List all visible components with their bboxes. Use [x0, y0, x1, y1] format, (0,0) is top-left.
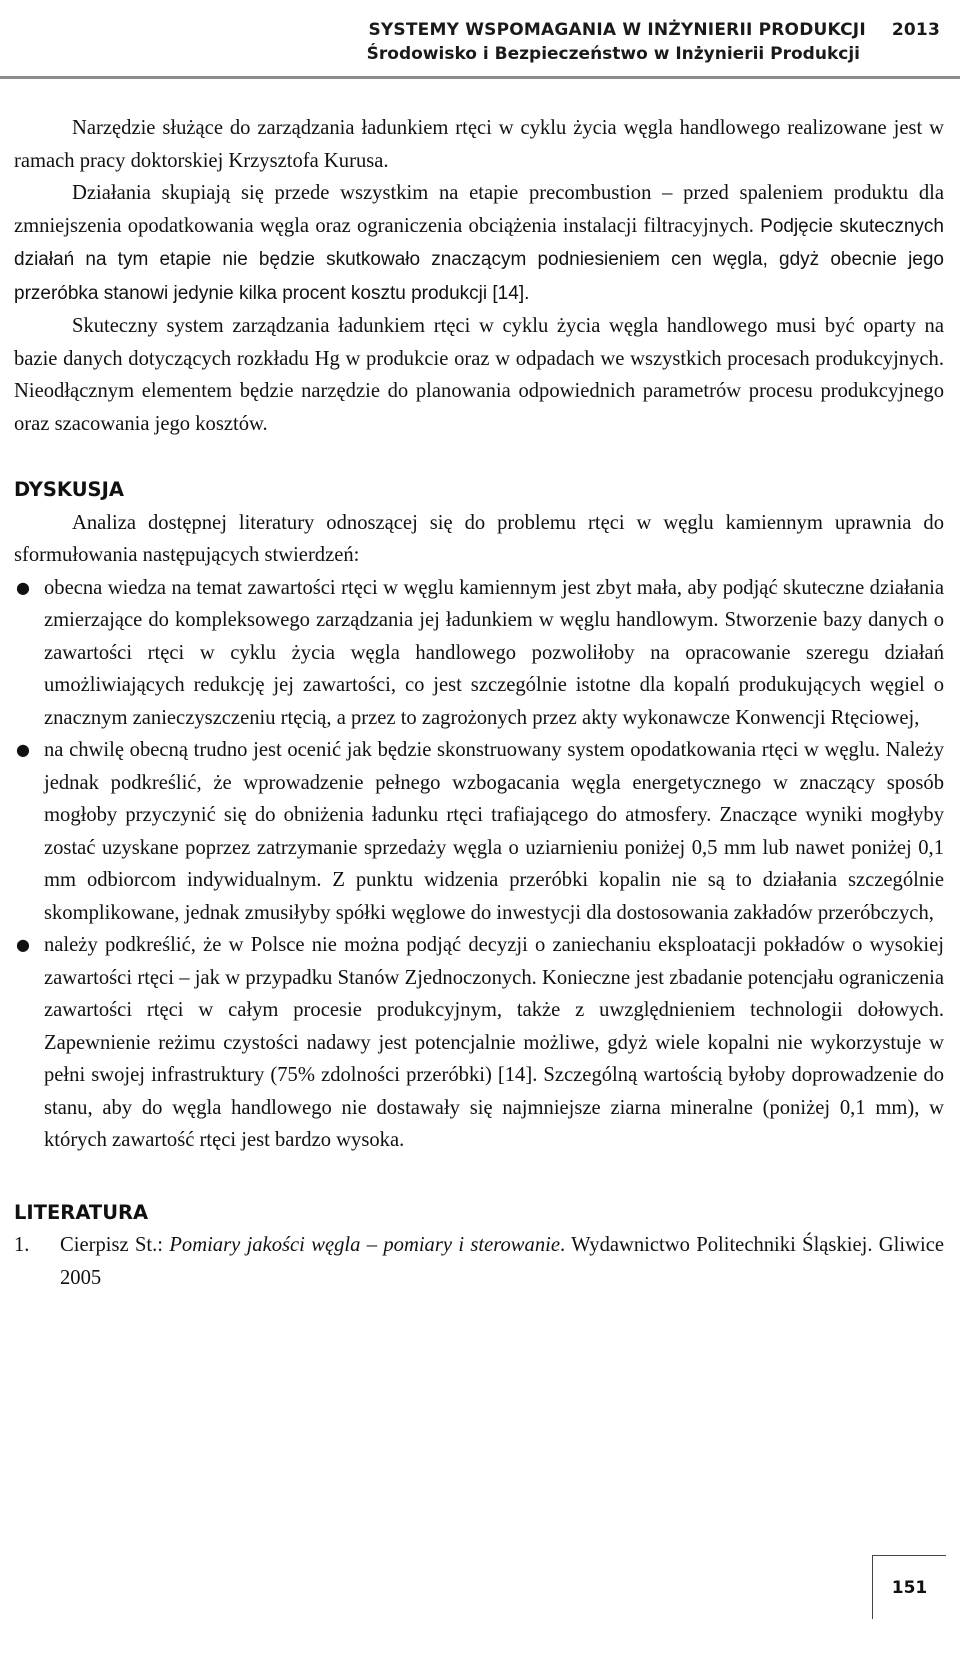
reference-author: Cierpisz St.:	[60, 1234, 170, 1256]
paragraph-tool: Narzędzie służące do zarządzania ładunkiem rtęci w cyklu życia węgla handlowego realizowane jest w ramach pracy doktorskiej Krzysztofa Kurusa.	[14, 117, 944, 172]
section-gap	[14, 440, 944, 474]
reference-item	[14, 1229, 944, 1294]
paragraph-precombustion-part2: Podjęcie skutecznych działań na tym etapie nie będzie skutkowało znaczącym podniesieniem cen węgla, gdyż obecnie jego przeróbka stanowi jedynie kilka procent kosztu produkcji [14].	[14, 215, 944, 304]
paragraph-system: Skuteczny system zarządzania ładunkiem rtęci w cyklu życia węgla handlowego musi być oparty na bazie danych dotyczących rozkładu Hg w produkcie oraz w odpadach we wszystkich procesach produkcyjnych. Nieodłącznym elementem będzie narzędzie do planowania odpowiednich parametrów procesu produkcyjnego oraz szacowania jego kosztów.	[14, 315, 944, 435]
list-item-text: obecna wiedza na temat zawartości rtęci w węglu kamiennym jest zbyt mała, aby podjąć skuteczne działania zmierzające do kompleksowego zarządzania jej ładunkiem w węglu handlowym. Stworzenie bazy danych o zawartości rtęci w cyklu życia węgla handlowego pozwoliłoby na opracowanie szeregu działań umożliwiających redukcję jej zawartości, co jest szczególnie istotne dla kopalń produkujących węgiel o znacznym zanieczyszczeniu rtęcią, a przez to zagrożonych przez akty wykonawcze Konwencji Rtęciowej,	[44, 576, 944, 729]
list-item-text: należy podkreślić, że w Polsce nie można podjąć decyzji o zaniechaniu eksploatacji pokładów o wysokiej zawartości rtęci – jak w przypadku Stanów Zjednoczonych. Konieczne jest zbadanie potencjału ograniczenia zawartości rtęci w całym procesie produkcyjnym, także z uwzględnieniem technologii dołowych. Zapewnienie reżimu czystości nadawy jest potencjalnie możliwe, gdyż wiele kopalni nie wykorzystuje w pełni swojej infrastruktury (75% zdolności przeróbki) [14]. Szczególną wartością byłoby doprowadzenie do stanu, aby do węgla handlowego nie dostawały się najmniejsze ziarna mineralne (poniżej 0,1 mm), w których zawartość rtęci jest bardzo wysoka.	[44, 934, 944, 1151]
journal-title: SYSTEMY WSPOMAGANIA W INŻYNIERII PRODUKCJI	[368, 20, 866, 40]
list-item	[14, 929, 944, 1157]
journal-year: 2013	[891, 20, 940, 40]
bullet-icon: ●	[16, 740, 30, 759]
discussion-list	[14, 572, 944, 1157]
bullet-icon: ●	[16, 577, 30, 597]
section-gap	[14, 1157, 944, 1197]
reference-publisher: . Wydawnictwo Politechniki Śląskiej. Gliwice 2005	[60, 1234, 944, 1289]
page-number: 151	[872, 1555, 946, 1619]
discussion-intro: Analiza dostępnej literatury odnoszącej się do problemu rtęci w węglu kamiennym uprawnia do sformułowania następujących stwierdzeń:	[14, 511, 944, 566]
list-item	[14, 734, 944, 929]
reference-number: 1.	[14, 1234, 30, 1256]
reference-title: Pomiary jakości węgla – pomiary i sterowanie	[169, 1234, 560, 1256]
list-item	[14, 572, 944, 735]
list-item-text: na chwilę obecną trudno jest ocenić jak będzie skonstruowany system opodatkowania rtęci w węglu. Należy jednak podkreślić, że wprowadzenie pełnego wzbogacania węgla energetycznego w znaczący sposób mogłoby przyczynić się do obniżenia ładunku rtęci trafiającego do atmosfery. Znaczące wyniki mogłyby zostać uzyskane poprzez zatrzymanie sprzedaży węgla o uziarnieniu poniżej 0,5 mm lub nawet poniżej 0,1 mm odbiorcom indywidualnym. Z punktu widzenia przeróbki kopalin nie są to działania szczególnie skomplikowane, jednak zmusiłyby spółki węglowe do inwestycji dla dostosowania zakładów przeróbczych,	[44, 739, 944, 924]
header-divider	[0, 76, 960, 79]
journal-subtitle: Środowisko i Bezpieczeństwo w Inżynierii Produkcji	[366, 44, 860, 64]
page-body	[14, 112, 944, 1294]
paragraph-precombustion-part1: Działania skupiają się przede wszystkim na etapie precombustion – przed spaleniem produktu dla zmniejszenia opodatkowania węgla oraz ograniczenia obciążenia instalacji filtracyjnych.	[14, 182, 944, 237]
section-heading-discussion: DYSKUSJA	[14, 478, 124, 501]
bullet-icon: ●	[16, 935, 30, 954]
paragraph-precombustion	[14, 177, 944, 310]
running-header	[0, 0, 960, 78]
section-heading-literature: LITERATURA	[14, 1200, 149, 1224]
journal-title-line	[368, 20, 940, 40]
